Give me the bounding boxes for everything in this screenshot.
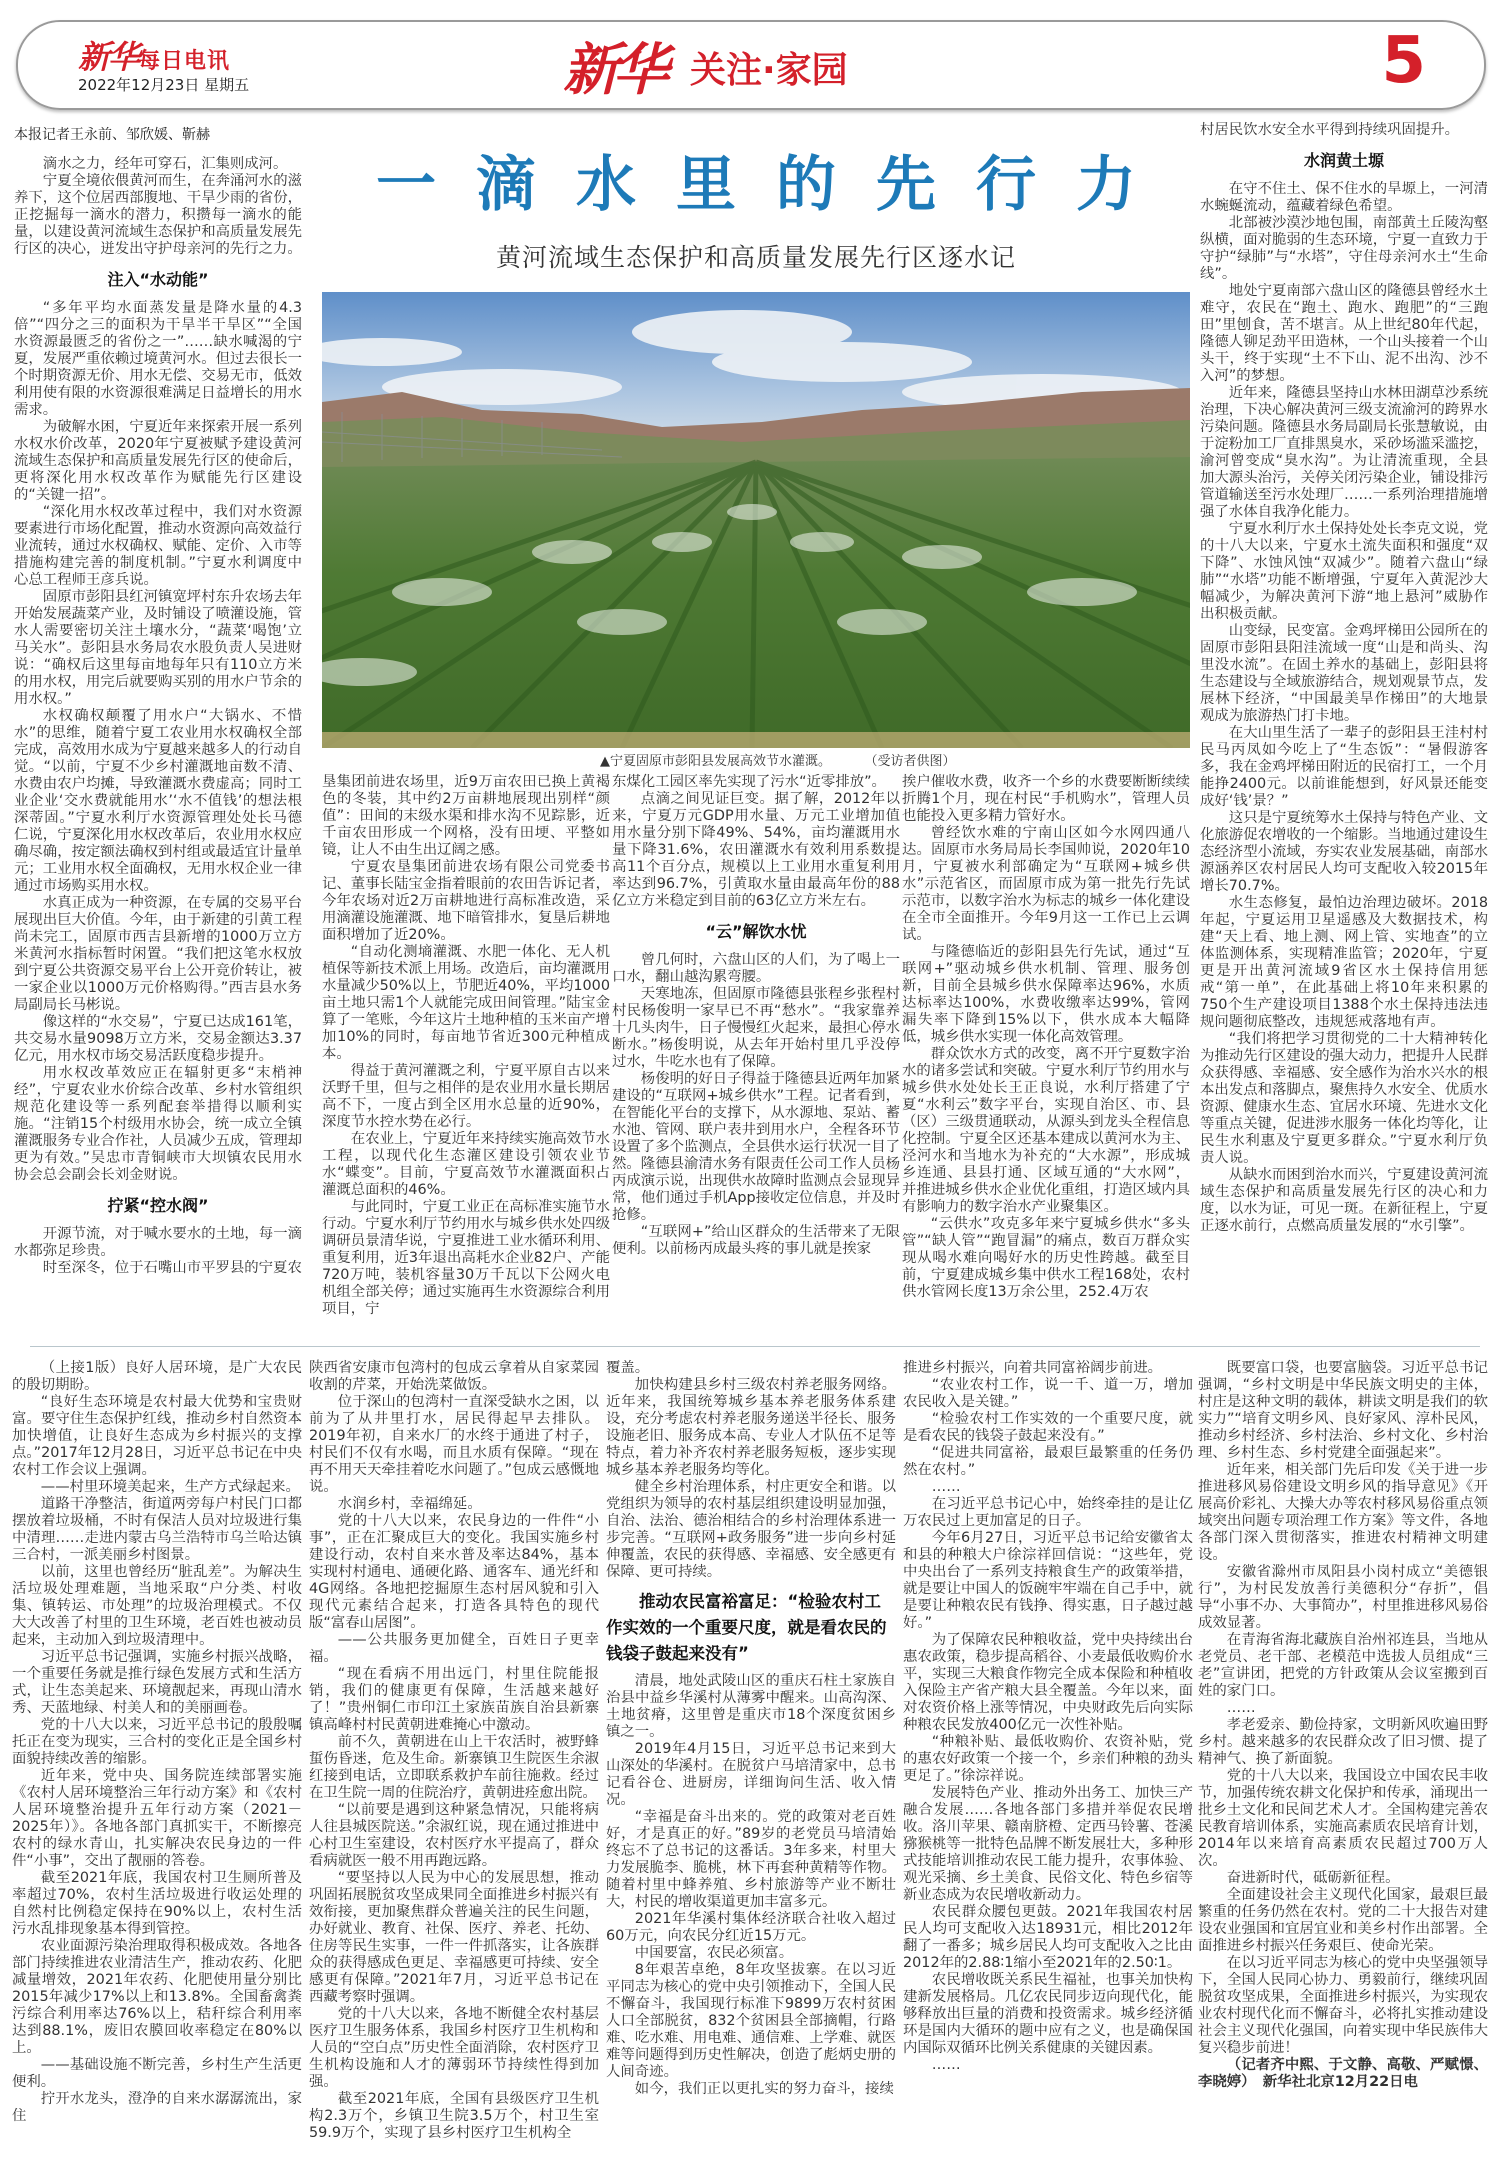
top-column-1 <box>14 156 302 1277</box>
paragraph: 中国要富，农民必须富。 <box>634 1945 794 1961</box>
paragraph: 奋进新时代，砥砺新征程。 <box>1226 1870 1400 1886</box>
paragraph: 固原市彭阳县红河镇宽坪村东升农场去年开始发展蔬菜产业，及时铺设了喷灌设施，管水人需要密切关注土壤水分，“蔬菜‘喝饱’立马关水”。彭阳县水务局农水股负责人吴进财说：“确权后这里每亩地每年只有110立方米的用水权，用完后就要购买别的用水户节余的用水权。” <box>14 589 302 707</box>
section-heading: 水润黄土塬 <box>1303 151 1384 170</box>
paragraph: 地处宁夏南部六盘山区的隆德县曾经水土难守，农民在“跑土、跑水、跑肥”的“三跑田”里刨食，苦不堪言。从上世纪80年代起，隆德人铆足劲平田造林，一个山头接着一个山头干，终于实现“土不下山、泥不出沟、沙不入河”的梦想。 <box>1200 283 1488 384</box>
top-column-2 <box>322 774 610 1318</box>
paragraph: …… <box>931 1479 961 1495</box>
paragraph: 农民增收既关系民生福祉，也事关加快构建新发展格局。几亿农民同步迈向现代化，能够释放出巨量的消费和投资需求。城乡经济循环是国内大循环的题中应有之义，也是确保国内国际双循环比例关系健康的关键因素。 <box>903 1972 1193 2056</box>
paragraph: 推进乡村振兴，向着共同富裕阔步前进。 <box>903 1360 1163 1376</box>
paragraph: 东煤化工园区率先实现了污水“近零排放”。 <box>612 774 886 790</box>
logo-calligraphy: 新华 <box>78 38 139 76</box>
page-number: 5 <box>1381 24 1426 98</box>
paragraph: “自动化测墒灌溉、水肥一体化、无人机植保等新技术派上用场。改造后，亩均灌溉用水量减少50%以上，节肥近40%，平均1000亩土地只需1个人就能完成田间管理。”陆宝金算了一笔账，今年这片土地种植的玉米亩产增加10%的同时，每亩地节省近300元种植成本。 <box>322 944 610 1062</box>
top-column-3 <box>612 774 900 1258</box>
paragraph: 近年来，党中央、国务院连续部署实施《农村人居环境整治三年行动方案》和《农村人居环境整治提升五年行动方案（2021－2025年）》。各地各部门真抓实干，不断擦亮农村的绿水青山，扎实解决农民身边的一件件“小事”，交出了靓丽的答卷。 <box>12 1768 302 1869</box>
paragraph: 滴水之力，经年可穿石，汇集则成河。 <box>42 156 288 172</box>
paragraph: 既要富口袋，也要富脑袋。习近平总书记强调，“乡村文明是中华民族文明史的主体，村庄是这种文明的载体，耕读文明是我们的软实力”“培育文明乡风、良好家风、淳朴民风，推动乡村经济、乡村法治、乡村文化、乡村治理、乡村生态、乡村党建全面强起来”。 <box>1198 1360 1488 1461</box>
paragraph: 近年来，隆德县坚持山水林田湖草沙系统治理，下决心解决黄河三级支流渝河的跨界水污染问题。隆德县水务局副局长张慧敏说，由于淀粉加工厂直排黑臭水，采砂场滥采滥挖，渝河曾变成“臭水沟”。为让清流重现，全县加大源头治污，关停关闭污染企业，铺设排污管道输送至污水处理厂……一系列治理措施增强了水体自我净化能力。 <box>1200 385 1488 520</box>
paragraph: 拧开水龙头，澄净的自来水潺潺流出，家住 <box>12 2091 302 2124</box>
section-divider <box>30 1346 1480 1347</box>
paragraph: …… <box>1226 1700 1256 1716</box>
section-heading: 推动农民富裕富足：“检验农村工作实效的一个重要尺度，就是看农民的钱袋子鼓起来没有” <box>606 1592 887 1663</box>
section-heading: 拧紧“控水阀” <box>107 1196 209 1215</box>
paragraph: 与此同时，宁夏工业正在高标准实施节水行动。宁夏水利厅节约用水与城乡供水处四级调研员景清华说，宁夏推进工业水循环利用、重复利用，近3年退出高耗水企业82户、产能720万吨，装机容量30万千瓦以下公网火电机组全部关停；通过实施再生水资源综合利用项目，宁 <box>322 1199 610 1317</box>
paragraph: 发展特色产业、推动外出务工、加快三产融合发展……各地各部门多措并举促农民增收。洛川苹果、赣南脐橙、定西马铃薯、苍溪猕猴桃等一批特色品牌不断发展壮大，多种形式技能培训推动农民工能力提升，农事体验、观光采摘、乡土美食、民俗文化、特色乡宿等新业态成为农民增收新动力。 <box>903 1785 1193 1903</box>
paragraph: 以前，这里也曾经历“脏乱差”。为解决生活垃圾处理难题，当地采取“户分类、村收集、镇转运、市处理”的垃圾治理模式。不仅大大改善了村里的卫生环境，老百姓也被动员起来，主动加入到垃圾清理中。 <box>12 1564 302 1648</box>
paragraph: 为了保障农民种粮收益，党中央持续出台惠农政策，稳步提高稻谷、小麦最低收购价水平，实现三大粮食作物完全成本保险和种植收入保险主产省产粮大县全覆盖。今年以来，面对农资价格上涨等情况，中央财政先后向实际种粮农民发放400亿元一次性补贴。 <box>903 1632 1193 1733</box>
paragraph: “种粮补贴、最低收购价、农资补贴，党的惠农好政策一个接一个，乡亲们种粮的劲头更足了。”徐淙祥说。 <box>903 1734 1193 1784</box>
paragraph: 党的十八大以来，我国设立中国农民丰收节，加强传统农耕文化保护和传承，涌现出一批乡土文化和民间艺术人才。全国构建完善农民教育培训体系，实施高素质农民培育计划，2014年以来培育高素质农民超过700万人次。 <box>1198 1768 1488 1869</box>
paragraph: “以前要是遇到这种紧急情况，只能将病人往县城医院送。”余淑红说，现在通过推进中心村卫生室建设，农村医疗水平提高了，群众看病就医一般不用再跑远路。 <box>309 1802 599 1869</box>
paragraph: 天寒地冻，但固原市隆德县张程乡张程村村民杨俊明一家早已不再“愁水”。“我家靠养十几头肉牛，日子慢慢红火起来，最担心停水断水。”杨俊明说，从去年开始村里几乎没停过水，牛吃水也有了保障。 <box>612 986 900 1070</box>
paragraph: 曾经饮水难的宁南山区如今水网四通八达。固原市水务局局长李国帅说，2020年10月，宁夏被水利部确定为“互联网+城乡供水”示范省区，而固原市成为第一批先行先试示范市，以数字治水为标志的城乡一体化建设在全市全面推开。今年9月这一工作已上云调试。 <box>902 825 1190 943</box>
paragraph: 2019年4月15日，习近平总书记来到大山深处的华溪村。在脱贫户马培清家中，总书记看谷仓、进厨房，详细询问生活、收入情况。 <box>606 1741 896 1808</box>
paragraph: “云供水”攻克多年来宁夏城乡供水“多头管”“缺人管”“跑冒漏”的痛点，数百万群众实现从喝水难向喝好水的历史性跨越。截至目前，宁夏建成城乡集中供水工程168处，农村供水管网长度13万余公里，252.4万农 <box>902 1216 1190 1300</box>
paragraph: 截至2021年底，我国农村卫生厕所普及率超过70%，农村生活垃圾进行收运处理的自然村比例稳定保持在90%以上，农村生活污水乱排现象基本得到管控。 <box>12 1870 302 1937</box>
paragraph: “互联网+”给山区群众的生活带来了无限便利。以前杨丙成最头疼的事儿就是挨家 <box>612 1224 900 1257</box>
paragraph: 党的十八大以来，农民身边的一件件“小事”，正在汇聚成巨大的变化。我国实施乡村建设行动，农村自来水普及率达84%，基本实现村村通电、通硬化路、通客车、通光纤和4G网络。各地把挖掘原生态村居风貌和引入现代元素结合起来，打造各具特色的现代版“富春山居图”。 <box>309 1513 599 1631</box>
section-heading: “云”解饮水忧 <box>705 922 807 941</box>
paragraph: 2021年华溪村集体经济联合社收入超过60万元，向农民分红近15万元。 <box>606 1911 896 1944</box>
paragraph: 从缺水而困到治水而兴，宁夏建设黄河流域生态保护和高质量发展先行区的决心和力度，以水为证，可见一斑。在新征程上，宁夏正逐水前行，点燃高质量发展的“水引擎”。 <box>1200 1167 1488 1234</box>
paragraph: 今年6月27日，习近平总书记给安徽省太和县的种粮大户徐淙祥回信说：“这些年，党中央出台了一系列支持粮食生产的政策举措，就是要让中国人的饭碗牢牢端在自己手中，就是要让种粮农民有钱挣、得实惠，日子越过越好。” <box>903 1530 1193 1631</box>
brand-calligraphy: 新华 <box>563 37 663 103</box>
paragraph: “现在看病不用出远门，村里住院能报销，我们的健康更有保障，生活越来越好了！”贵州铜仁市印江土家族苗族自治县新寨镇高峰村村民黄朝进难掩心中激动。 <box>309 1666 599 1733</box>
caption-text: ▲宁夏固原市彭阳县发展高效节水灌溉。 <box>600 754 831 769</box>
paragraph: ——公共服务更加健全，百姓日子更幸福。 <box>309 1632 599 1665</box>
paragraph: 党的十八大以来，各地不断健全农村基层医疗卫生服务体系，我国乡村医疗卫生机构和人员的“空白点”历史性全面消除，农村医疗卫生机构设施和人才的薄弱环节持续性得到加强。 <box>309 2006 599 2090</box>
paragraph: 党的十八大以来，习近平总书记的殷殷嘱托正在变为现实，三合村的变化正是全国乡村面貌持续改善的缩影。 <box>12 1717 302 1767</box>
paragraph: 水生态修复，最怕边治理边破坏。2018年起，宁夏运用卫星遥感及大数据技术，构建“天上看、地上测、网上管、实地查”的立体监测体系，实现精准监管；2020年，宁夏更是开出黄河流域9省区水土保持信用惩戒“第一单”，在此基础上将10年来积累的750个生产建设项目1388个水土保持违法违规问题彻底整改，违规惩戒落地有声。 <box>1200 895 1488 1030</box>
bottom-column-4 <box>903 1360 1193 2074</box>
paragraph: 农业面源污染治理取得积极成效。各地各部门持续推进农业清洁生产，推动农药、化肥减量增效，2021年农药、化肥使用量分别比2015年减少17%以上和13.8%。全国畜禽粪污综合利用率达76%以上，秸秆综合利用率达到88.1%，废旧农膜回收率稳定在80%以上。 <box>12 1938 302 2056</box>
paragraph: 位于深山的包湾村一直深受缺水之困，以前为了从井里打水，居民得起早去排队。2019年初，自来水厂的水终于通进了村子，村民们不仅有水喝，而且水质有保障。“现在再不用天天牵挂着吃水问题了。”包成云感慨地说。 <box>309 1394 599 1495</box>
paragraph: 开源节流，对于喊水要水的土地，每一滴水都弥足珍贵。 <box>14 1226 302 1259</box>
paragraph: 这只是宁夏统筹水土保持与特色产业、文化旅游促农增收的一个缩影。当地通过建设生态经济型小流域，夯实农业发展基础，南部水源涵养区农村居民人均可支配收入较2015年增长70.7%。 <box>1200 810 1488 894</box>
paragraph: 杨俊明的好日子得益于隆德县近两年加紧建设的“互联网+城乡供水”工程。记者看到，在智能化平台的支撑下，从水源地、泵站、蓄水池、管网、联户表井到用水户，全程各环节设置了多个监测点，全县供水运行状况一目了然。隆德县渝清水务有限责任公司工作人员杨丙成演示说，出现供水故障时监测点会显现异常，他们通过手机App接收定位信息，并及时抢修。 <box>612 1071 900 1223</box>
paragraph: 近年来，相关部门先后印发《关于进一步推进移风易俗建设文明乡风的指导意见》《开展高价彩礼、大操大办等农村移风易俗重点领域突出问题专项治理工作方案》等文件，各地各部门深入贯彻落实，推进农村精神文明建设。 <box>1198 1462 1488 1563</box>
paragraph: 群众饮水方式的改变，离不开宁夏数字治水的诸多尝试和突破。宁夏水利厅节约用水与城乡供水处处长王正良说，水利厅搭建了宁夏“水利云”数字平台，实现自治区、市、县（区）三级贯通联动，从源头到龙头全程信息化控制。宁夏全区还基本建成以黄河水为主、泾河水和当地水为补充的“大水源”，形成城乡连通、县县打通、区域互通的“大水网”，并推进城乡供水企业优化重组，打造区域内具有影响力的数字治水产业聚集区。 <box>902 1046 1190 1215</box>
paragraph: 山变绿，民变富。金鸡坪梯田公园所在的固原市彭阳县阳洼流域一度“山是和尚头、沟里没水流”。在固土养水的基础上，彭阳县将生态建设与全域旅游结合，规划观景节点，发展林下经济，“中国最美旱作梯田”的大地景观成为旅游热门打卡地。 <box>1200 623 1488 724</box>
paragraph: 安徽省滁州市凤阳县小岗村成立“美德银行”，为村民发放善行美德积分“存折”，倡导“小事不办、大事简办”，村里推进移风易俗成效显著。 <box>1198 1564 1488 1631</box>
issue-date: 2022年12月23日 星期五 <box>78 76 250 94</box>
paragraph: …… <box>931 2057 961 2073</box>
paragraph: “我们将把学习贯彻党的二十大精神转化为推动先行区建设的强大动力，把提升人民群众获得感、幸福感、安全感作为治水兴水的根本出发点和落脚点，聚焦持久水安全、优质水资源、健康水生态、宜居水环境、先进水文化等重点关键，促进涉水服务一体化均等化，让民生水利惠及宁夏更多群众。”宁夏水利厅负责人说。 <box>1200 1031 1488 1166</box>
paragraph: 如今，我们正以更扎实的努力奋斗，接续 <box>634 2081 894 2097</box>
paragraph: ——村里环境美起来，生产方式绿起来。 <box>40 1479 300 1495</box>
paragraph: 清晨，地处武陵山区的重庆石柱土家族自治县中益乡华溪村从薄雾中醒来。山高沟深、土地贫瘠，这里曾是重庆市18个深度贫困乡镇之一。 <box>606 1673 896 1740</box>
paragraph: “深化用水权改革过程中，我们对水资源要素进行市场化配置，推动水资源向高效益行业流转，通过水权确权、赋能、定价、入市等措施构建完善的制度机制。”宁夏水利调度中心总工程师王彦兵说。 <box>14 504 302 588</box>
paragraph: 陕西省安康市包湾村的包成云拿着从自家菜园收割的芹菜，开始洗菜做饭。 <box>309 1360 599 1393</box>
paragraph: 北部被沙漠沙地包围，南部黄土丘陵沟壑纵横，面对脆弱的生态环境，宁夏一直致力于守护“绿肺”与“水塔”，守住母亲河水土“生命线”。 <box>1200 215 1488 282</box>
paragraph: 村居民饮水安全水平得到持续巩固提升。 <box>1200 122 1460 138</box>
paragraph: “要坚持以人民为中心的发展思想，推动巩固拓展脱贫攻坚成果同全面推进乡村振兴有效衔接，更加聚焦群众普遍关注的民生问题，办好就业、教育、社保、医疗、养老、托幼、住房等民生实事，一件一件抓落实，让各族群众的获得感成色更足、幸福感更可持续、安全感更有保障。”2021年7月，习近平总书记在西藏考察时强调。 <box>309 1870 599 2005</box>
paragraph: 时至深冬，位于石嘴山市平罗县的宁夏农 <box>42 1260 302 1276</box>
paragraph: 用水权改革效应正在辐射更多“末梢神经”，宁夏农业水价综合改革、乡村水管组织规范化建设等一系列配套举措得以顺利实施。“注销15个村级用水协会，统一成立全镇灌溉服务专业合作社，人员减少五成，管理却更为有效。”吴忠市青铜峡市大坝镇农民用水协会总会副会长刘金财说。 <box>14 1065 302 1183</box>
paragraph: “农业农村工作，说一千、道一万，增加农民收入是关键。” <box>903 1377 1193 1410</box>
paragraph: ——基础设施不断完善，乡村生产生活更便利。 <box>12 2057 302 2090</box>
paragraph: 水润乡村，幸福绵延。 <box>337 1496 482 1512</box>
photo-caption <box>600 750 956 769</box>
paragraph: 挨户催收水费，收齐一个乡的水费要断断续续折腾1个月，现在村民“手机购水”，管理人员也能投入更多精力管好水。 <box>902 774 1190 824</box>
subheadline: 黄河流域生态保护和高质量发展先行区逐水记 <box>495 243 1016 272</box>
dateline: （记者齐中熙、于文静、高敬、严赋憬、李晓婷） 新华社北京12月22日电 <box>1198 2057 1488 2090</box>
paragraph: 宁夏农垦集团前进农场有限公司党委书记、董事长陆宝金指着眼前的农田告诉记者，今年农场对近2万亩耕地进行高标准改造，采用滴灌设施灌溉、地下暗管排水，复垦后耕地面积增加了近20%。 <box>322 859 610 943</box>
paragraph: 加快构建县乡村三级农村养老服务网络。近年来，我国统筹城乡基本养老服务体系建设，充分考虑农村养老服务递送半径长、服务设施老旧、服务成本高、专业人才队伍不足等特点，着力补齐农村养老服务短板，逐步实现城乡基本养老服务均等化。 <box>606 1377 896 1478</box>
bottom-column-5 <box>1198 1360 1488 2091</box>
paragraph: 在农业上，宁夏近年来持续实施高效节水工程，以现代化生态灌区建设引领农业节水“蝶变”。目前，宁夏高效节水灌溉面积占灌溉总面积的46%。 <box>322 1131 610 1198</box>
bottom-column-2 <box>309 1360 599 2142</box>
paragraph: “检验农村工作实效的一个重要尺度，就是看农民的钱袋子鼓起来没有。” <box>903 1411 1193 1444</box>
paragraph: 宁夏水利厅水土保持处处长李克文说，党的十八大以来，宁夏水土流失面积和强度“双下降”、水蚀风蚀“双减少”。随着六盘山“绿肺”“水塔”功能不断增强，宁夏年入黄泥沙大幅减少，为解决黄河下游“地上悬河”威胁作出积极贡献。 <box>1200 521 1488 622</box>
paragraph: 在大山里生活了一辈子的彭阳县王洼村村民马丙凤如今吃上了“生态饭”：“暑假游客多，我在金鸡坪梯田附近的民宿打工，一个月能挣2400元。以前谁能想到，好风景还能变成好‘钱’景？” <box>1200 725 1488 809</box>
paragraph: 曾几何时，六盘山区的人们，为了喝上一口水，翻山越沟累弯腰。 <box>612 952 900 985</box>
paragraph: “幸福是奋斗出来的。党的政策对老百姓好，才是真正的好。”89岁的老党员马培清始终忘不了总书记的这番话。3年多来，村里大力发展脆李、脆桃，林下再套种黄精等作物。随着村里中蜂养殖、乡村旅游等产业不断壮大，村民的增收渠道更加丰富多元。 <box>606 1809 896 1910</box>
paragraph: 农民群众腰包更鼓。2021年我国农村居民人均可支配收入达18931元，相比2012年翻了一番多；城乡居民人均可支配收入之比由2012年的2.88∶1缩小至2021年的2.50∶1。 <box>903 1904 1193 1971</box>
paragraph: 习近平总书记强调，实施乡村振兴战略，一个重要任务就是推行绿色发展方式和生活方式，让生态美起来、环境靓起来，再现山清水秀、天蓝地绿、村美人和的美丽画卷。 <box>12 1649 302 1716</box>
paragraph: 垦集团前进农场里，近9万亩农田已换上黄褐色的冬装，其中约2万亩耕地展现出别样“颜值”：田间的末级水渠和排水沟不见踪影，近千亩农田形成一个网格，没有田埂、平整如镜，让人不由生出辽阔之感。 <box>322 774 610 858</box>
paragraph: 健全乡村治理体系，村庄更安全和谐。以党组织为领导的农村基层组织建设明显加强，自治、法治、德治相结合的乡村治理体系进一步完善。“互联网+政务服务”进一步向乡村延伸覆盖，农民的获得感、幸福感、安全感更有保障、更可持续。 <box>606 1479 896 1580</box>
section-heading: 注入“水动能” <box>107 270 209 289</box>
paragraph: 前不久，黄朝进在山上干农活时，被野蜂蜇伤昏迷，危及生命。新寨镇卫生院医生余淑红接到电话，立即联系救护车前往施救。经过在卫生院一周的住院治疗，黄朝进痊愈出院。 <box>309 1734 599 1801</box>
bottom-column-3 <box>606 1360 896 2098</box>
paragraph: 覆盖。 <box>606 1360 650 1376</box>
section-title: 关注·家园 <box>690 50 848 91</box>
masthead <box>16 20 1486 110</box>
paragraph: 在守不住土、保不住水的旱塬上，一河清水蜿蜒流动，蕴藏着绿色希望。 <box>1200 181 1488 214</box>
headline: 一滴水里的先行力 <box>376 150 1176 220</box>
paragraph: （上接1版）良好人居环境，是广大农民的殷切期盼。 <box>12 1360 302 1393</box>
paragraph: 道路干净整洁，街道两旁每户村民门口都摆放着垃圾桶，不时有保洁人员对垃圾进行集中清理……走进内蒙古乌兰浩特市乌兰哈达镇三合村，一派美丽乡村图景。 <box>12 1496 302 1563</box>
newspaper-logo <box>78 32 230 78</box>
paragraph: 孝老爱亲、勤俭持家，文明新风吹遍田野乡村。越来越多的农民群众改了旧习惯、提了精神气、换了新面貌。 <box>1198 1717 1488 1767</box>
paragraph: 宁夏全境依偎黄河而生，在奔涌河水的滋养下，这个位居西部腹地、干旱少雨的省份，正挖掘每一滴水的潜力，积攒每一滴水的能量，以建设黄河流域生态保护和高质量发展先行区的决心，迸发出守护母亲河的先行之力。 <box>14 173 302 257</box>
logo-text: 每日电讯 <box>138 49 231 74</box>
top-column-5 <box>1200 122 1488 1235</box>
photo-credit: （受访者供图） <box>871 754 956 769</box>
paragraph: 像这样的“水交易”，宁夏已达成161笔，共交易水量9098万立方米，交易金额达3.37亿元，用水权市场交易活跃度稳步提升。 <box>14 1014 302 1064</box>
paragraph: 全面建设社会主义现代化国家，最艰巨最繁重的任务仍然在农村。党的二十大报告对建设农业强国和宜居宜业和美乡村作出部署。全面推进乡村振兴任务艰巨、使命光荣。 <box>1198 1887 1488 1954</box>
paragraph: 在习近平总书记心中，始终牵挂的是让亿万农民过上更加富足的日子。 <box>903 1496 1193 1529</box>
paragraph: 为破解水困，宁夏近年来探索开展一系列水权水价改革，2020年宁夏被赋予建设黄河流域生态保护和高质量发展先行区的使命后，更将深化用水权改革作为赋能先行区建设的“关键一招”。 <box>14 419 302 503</box>
farmland-irrigation-photo <box>322 292 1190 748</box>
photo-image <box>322 292 1190 748</box>
paragraph: 水真正成为一种资源，在专属的交易平台展现出巨大价值。今年，由于新建的引黄工程尚未完工，固原市西吉县新增的1000万立方米黄河水指标暂时闲置。“我们把这笔水权放到宁夏公共资源交易平台上公开竞价转让，被一家企业以1000万元价格购得。”西吉县水务局副局长马彬说。 <box>14 895 302 1013</box>
paragraph: 与隆德临近的彭阳县先行先试，通过“互联网+”驱动城乡供水机制、管理、服务创新，目前全县城乡供水保障率达96%，水质达标率达100%，水费收缴率达99%，管网漏失率下降到15%以下，供水成本大幅降低，城乡供水实现一体化高效管理。 <box>902 944 1190 1045</box>
paragraph: 得益于黄河灌溉之利，宁夏平原自古以来沃野千里，但与之相伴的是农业用水量长期居高不下，一度占到全区用水总量的近90%，深度节水控水势在必行。 <box>322 1063 610 1130</box>
paragraph: 水权确权颠覆了用水户“大锅水、不惜水”的思维，随着宁夏工农业用水权确权全部完成，高效用水成为宁夏越来越多人的行动自觉。“以前，宁夏不少乡村灌溉地亩数不清、水费由农户均摊，导致灌溉水费虚高；同时工业企业‘交水费就能用水’‘水不值钱’的想法根深蒂固。”宁夏水利厅水资源管理处处长马德仁说，宁夏深化用水权改革后，农业用水权应确尽确，按定额法确权到村组或最适宜计量单元；工业用水权全面确权，无用水权企业一律通过市场购买用水权。 <box>14 708 302 894</box>
paragraph: 8年艰苦卓绝，8年攻坚拔寨。在以习近平同志为核心的党中央引领推动下，全国人民不懈奋斗，我国现行标准下9899万农村贫困人口全部脱贫，832个贫困县全部摘帽，行路难、吃水难、用电难、通信难、上学难、就医难等问题得到历史性解决，创造了彪炳史册的人间奇迹。 <box>606 1962 896 2080</box>
paragraph: 截至2021年底，全国有县级医疗卫生机构2.3万个，乡镇卫生院3.5万个，村卫生室59.9万个，实现了县乡村医疗卫生机构全 <box>309 2091 599 2141</box>
byline: 本报记者王永前、邹欣媛、靳赫 <box>14 127 210 143</box>
bottom-column-1 <box>12 1360 302 2125</box>
paragraph: 在青海省海北藏族自治州祁连县，当地从老党员、老干部、老模范中选拔人员组成“三老”宣讲团，把党的方针政策从会议室搬到百姓的家门口。 <box>1198 1632 1488 1699</box>
paragraph: 点滴之间见证巨变。据了解，2012年以来，宁夏万元GDP用水量、万元工业增加值用水量分别下降49%、54%，亩均灌溉用水量下降31.6%，农田灌溉水有效利用系数提高11个百分点，规模以上工业用水重复利用率达到96.7%，引黄取水量由最高年份的88亿立方米稳定到目前的63亿立方米左右。 <box>612 791 900 909</box>
paragraph: 在以习近平同志为核心的党中央坚强领导下，全国人民同心协力、勇毅前行，继续巩固脱贫攻坚成果，全面推进乡村振兴，为实现农业农村现代化而不懈奋斗，必将扎实推动建设社会主义现代化强国，向着实现中华民族伟大复兴稳步前进！ <box>1198 1955 1488 2056</box>
paragraph: “促进共同富裕，最艰巨最繁重的任务仍然在农村。” <box>903 1445 1193 1478</box>
top-column-4 <box>902 774 1190 1301</box>
paragraph: “良好生态环境是农村最大优势和宝贵财富。要守住生态保护红线，推动乡村自然资本加快增值，让良好生态成为乡村振兴的支撑点。”2017年12月28日，习近平总书记在中央农村工作会议上强调。 <box>12 1394 302 1478</box>
paragraph: “多年平均水面蒸发量是降水量的4.3倍”“四分之三的面积为干旱半干旱区”“全国水资源最匮乏的省份之一”……缺水喊渴的宁夏，发展严重依赖过境黄河水。但过去很长一个时期资源无价、用水无偿、交易无市，低效利用使有限的水资源很难满足日益增长的用水需求。 <box>14 300 302 418</box>
